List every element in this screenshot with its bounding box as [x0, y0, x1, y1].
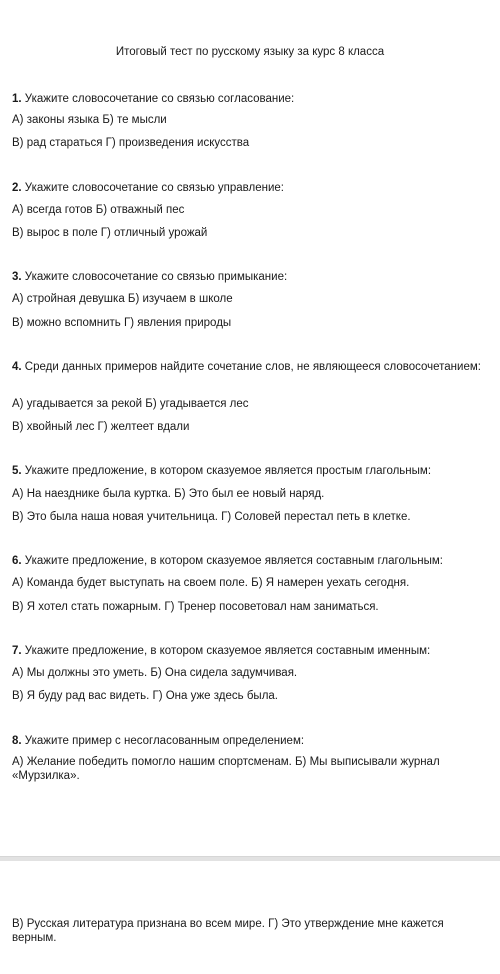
answer-line: В) вырос в поле Г) отличный урожай [12, 227, 208, 239]
question-text: Укажите словосочетание со связью согласование: [24, 93, 295, 105]
question-1 [12, 93, 490, 107]
question-6 [12, 555, 490, 569]
question-7 [12, 645, 490, 659]
question-text: Укажите пример с несогласованным определением: [24, 735, 305, 747]
answer-line: В) Я буду рад вас видеть. Г) Она уже здесь была. [12, 690, 278, 702]
question-text: Укажите предложение, в котором сказуемое является простым глагольным: [24, 465, 432, 477]
page-title: Итоговый тест по русскому языку за курс 8 класса [115, 46, 385, 58]
answer-line: В) рад стараться Г) произведения искусства [12, 137, 250, 149]
answer-line: А) Команда будет выступать на своем поле. Б) Я намерен уехать сегодня. [12, 577, 410, 589]
question-number: 2. [12, 182, 22, 194]
answer-line: А) На наезднике была куртка. Б) Это был ее новый наряд. [12, 488, 325, 500]
question-number: 8. [12, 735, 22, 747]
question-8 [12, 735, 490, 749]
question-number: 6. [12, 555, 22, 567]
question-text: Укажите словосочетание со связью примыкание: [24, 271, 288, 283]
continuation-sheet [0, 861, 500, 974]
question-number: 7. [12, 645, 22, 657]
question-3 [12, 271, 490, 285]
answer-line: А) стройная девушка Б) изучаем в школе [12, 293, 233, 305]
question-text: Среди данных примеров найдите сочетание слов, не являющееся словосочетанием: [24, 361, 481, 373]
answer-line: В) хвойный лес Г) желтеет вдали [12, 421, 190, 433]
answer-line: В) Это была наша новая учительница. Г) Соловей перестал петь в клетке. [12, 511, 411, 523]
question-text: Укажите словосочетание со связью управление: [24, 182, 284, 194]
question-5 [12, 465, 490, 479]
question-text: Укажите предложение, в котором сказуемое является составным именным: [24, 645, 431, 657]
question-number: 4. [12, 361, 22, 373]
answer-line: А) Мы должны это уметь. Б) Она сидела задумчивая. [12, 667, 298, 679]
answer-line: В) Я хотел стать пожарным. Г) Тренер посоветовал нам заниматься. [12, 601, 379, 613]
answer-line: А) угадывается за рекой Б) угадывается лес [12, 398, 249, 410]
answer-line: А) всегда готов Б) отважный пес [12, 204, 185, 216]
question-4 [12, 361, 490, 375]
question-number: 3. [12, 271, 22, 283]
question-number: 1. [12, 93, 22, 105]
question-number: 5. [12, 465, 22, 477]
answer-line-continuation: В) Русская литература признана во всем мире. Г) Это утверждение мне кажется верным. [12, 918, 444, 944]
question-2 [12, 182, 490, 196]
answer-line: В) можно вспомнить Г) явления природы [12, 317, 232, 329]
answer-line: А) Желание победить помогло нашим спортсменам. Б) Мы выписывали журнал «Мурзилка». [12, 756, 440, 782]
answer-line: А) законы языка Б) те мысли [12, 114, 167, 126]
question-text: Укажите предложение, в котором сказуемое является составным глагольным: [24, 555, 444, 567]
